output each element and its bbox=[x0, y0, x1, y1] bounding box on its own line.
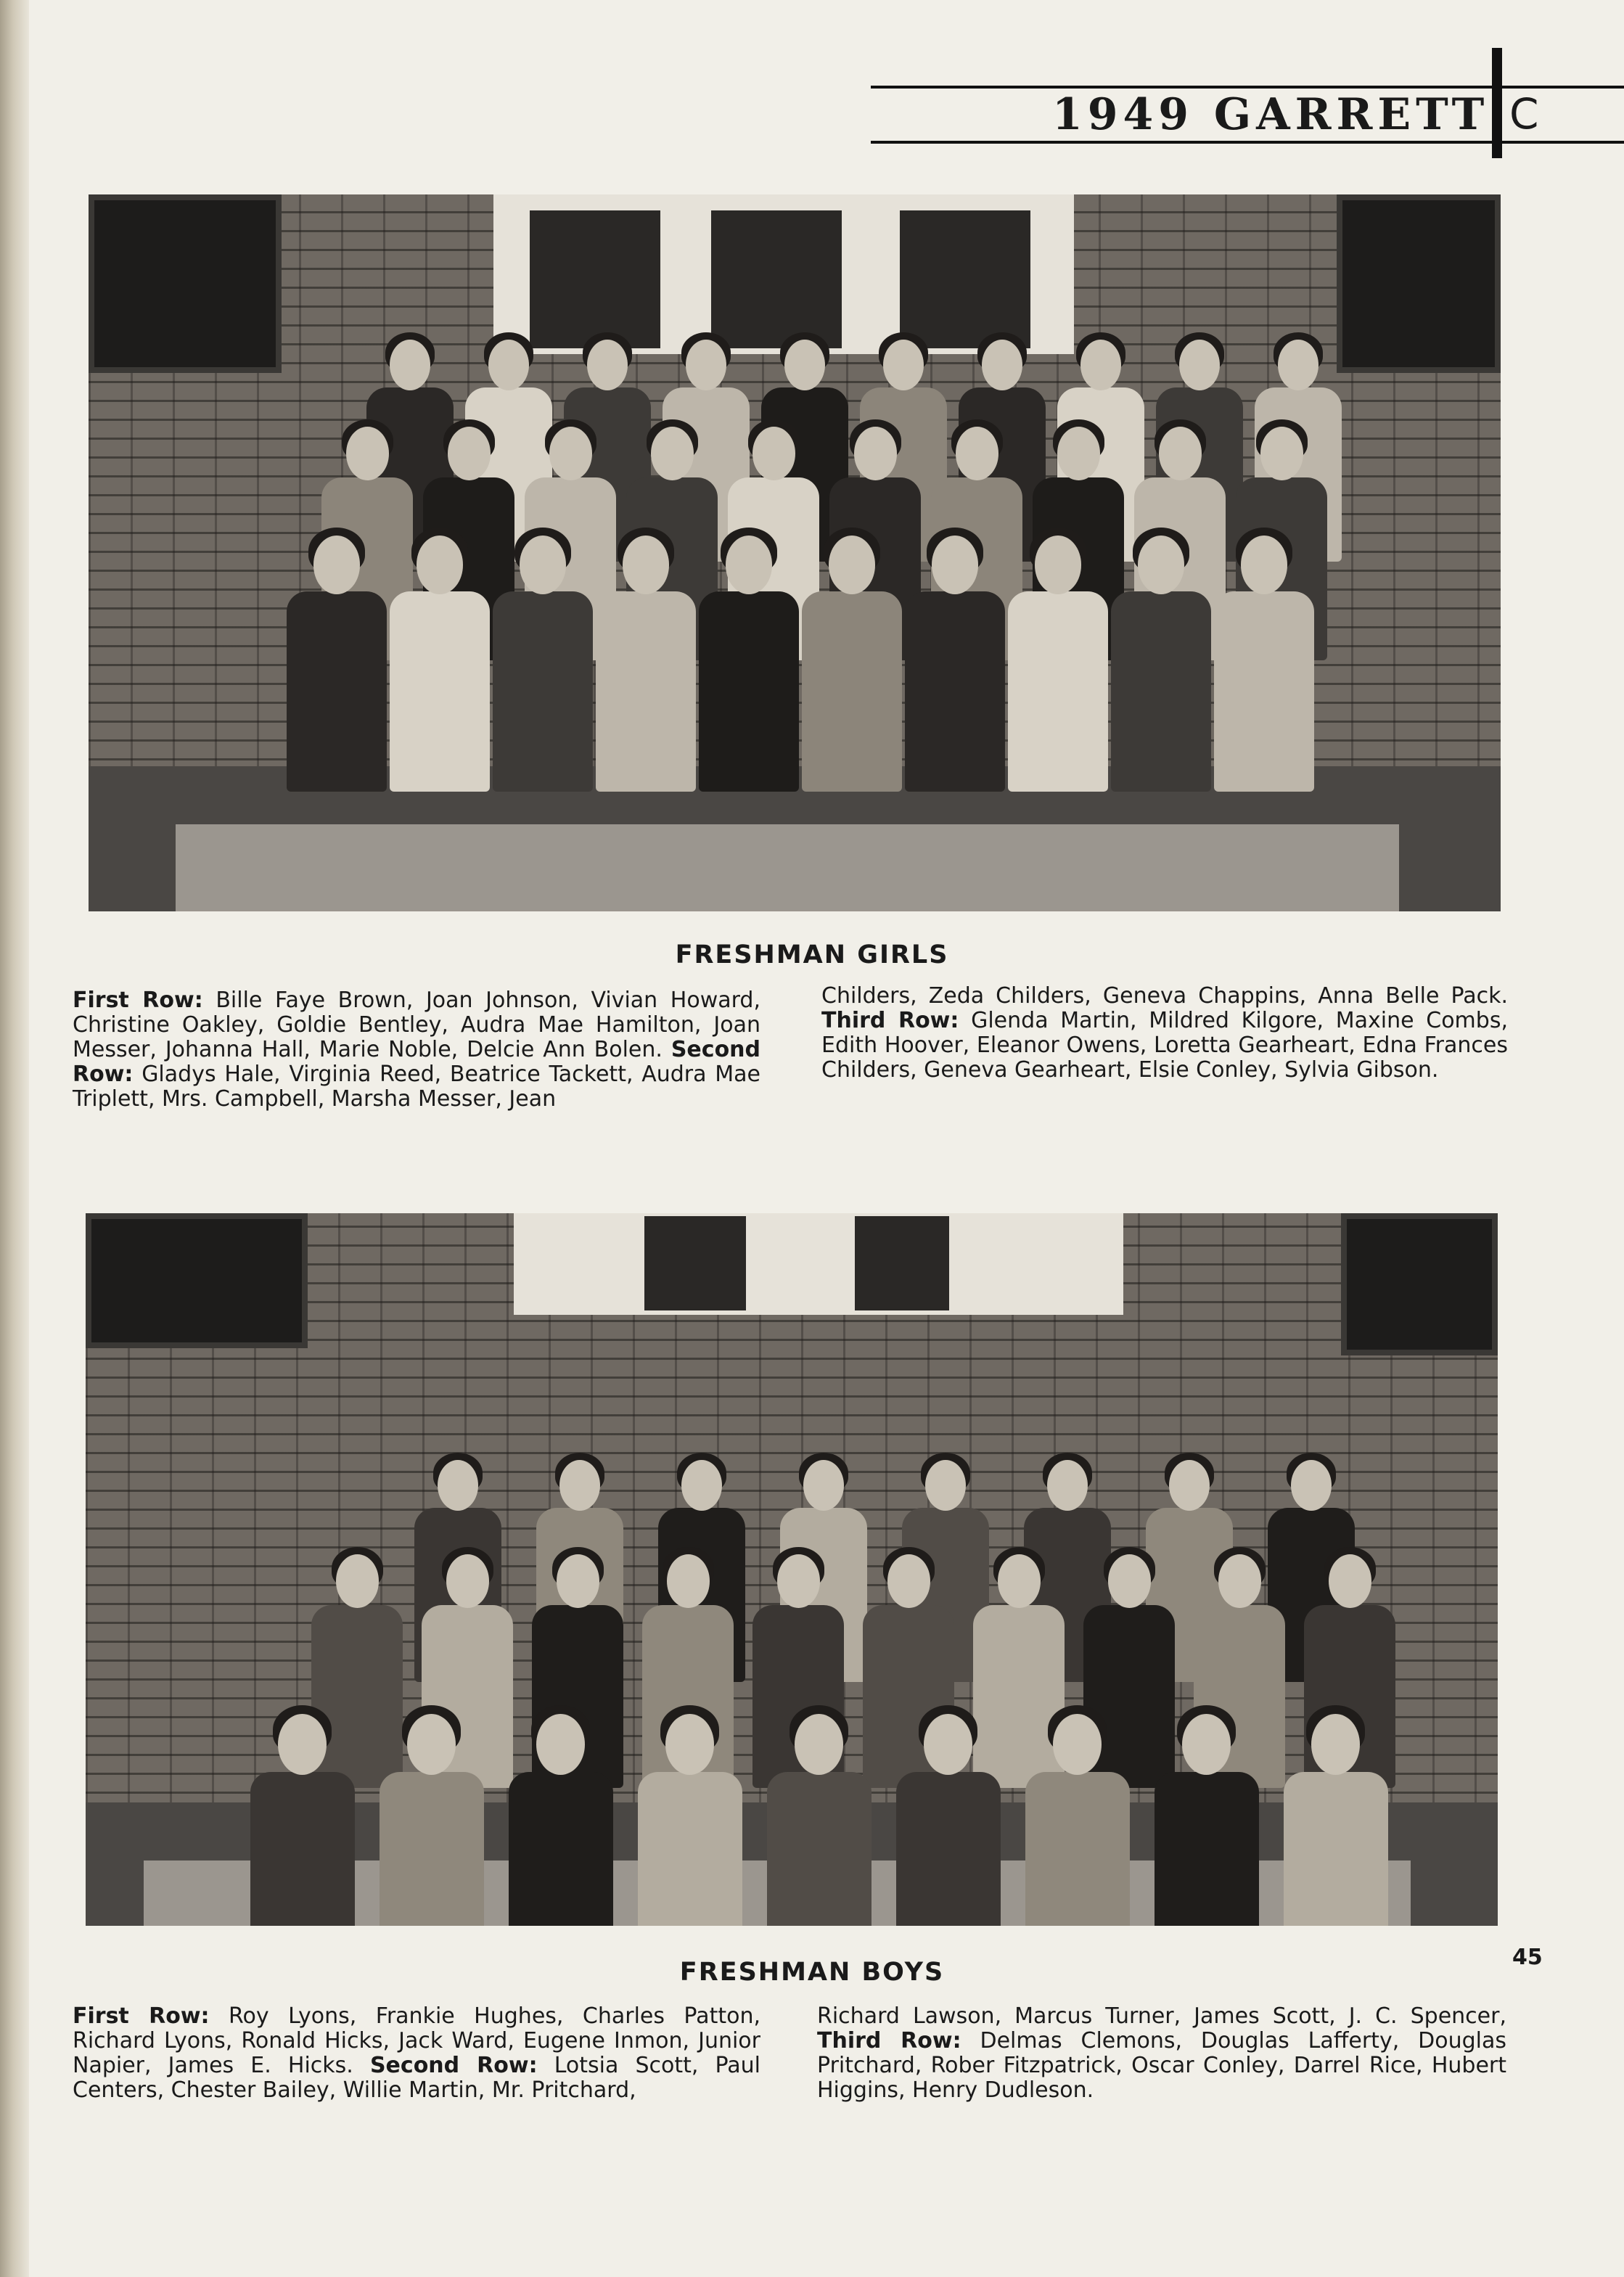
page-title: 1949 GARRETT bbox=[1052, 89, 1490, 140]
girls-third-row-names: Glenda Martin, Mildred Kilgore, Maxine Combs, Edith Hoover, Eleanor Owens, Loretta Gearheart, Edna Frances Childers, Geneva Gearheart, Elsie Conley, Sylvia Gibson. bbox=[821, 1008, 1508, 1083]
girls-caption-left bbox=[73, 988, 760, 1112]
photo-window-right bbox=[1337, 194, 1501, 373]
freshman-girls-photo bbox=[89, 194, 1501, 911]
boys-caption-left bbox=[73, 2004, 760, 2103]
boys-section-title: FRESHMAN BOYS bbox=[679, 1958, 945, 1987]
boys-second-row-names-part: Lotsia Scott, Paul Centers, Chester Bailey, Willie Martin, Mr. Pritchard, bbox=[73, 2053, 761, 2103]
girls-second-row-names-cont: Childers, Zeda Childers, Geneva Chappins, Anna Belle Pack. bbox=[821, 983, 1508, 1009]
girls-first-row-names: Bille Faye Brown, Joan Johnson, Vivian Howard, Christine Oakley, Goldie Bentley, Audra Mae Hamilton, Joan Messer, Johanna Hall, Marie Noble, Delcie Ann Bolen. bbox=[73, 988, 760, 1062]
photo-doorway bbox=[514, 1213, 1123, 1315]
girls-second-row-label: Second Row: bbox=[73, 1037, 761, 1087]
photo-window-right bbox=[1341, 1213, 1498, 1355]
girls-first-row-label: First Row: bbox=[73, 988, 203, 1013]
girls-caption-right bbox=[821, 984, 1508, 1083]
boys-third-row-names: Delmas Clemons, Douglas Lafferty, Douglas Pritchard, Rober Fitzpatrick, Oscar Conley, Darrel Rice, Hubert Higgins, Henry Dudleson. bbox=[817, 2028, 1506, 2103]
photo-window-left bbox=[86, 1213, 308, 1348]
boys-second-row-label: Second Row: bbox=[369, 2053, 538, 2078]
photo-window-left bbox=[89, 194, 282, 373]
girls-section-title: FRESHMAN GIRLS bbox=[675, 940, 949, 969]
photo-doorway bbox=[493, 194, 1074, 354]
freshman-boys-photo bbox=[86, 1213, 1498, 1926]
logo-bar bbox=[1492, 48, 1502, 158]
boys-second-row-names-cont: Richard Lawson, Marcus Turner, James Scott, J. C. Spencer, bbox=[817, 2003, 1506, 2029]
book-spine-shadow bbox=[0, 0, 29, 2277]
girls-second-row-names-part: Gladys Hale, Virginia Reed, Beatrice Tackett, Audra Mae Triplett, Mrs. Campbell, Marsha Messer, Jean bbox=[73, 1062, 760, 1112]
header-rule-bottom bbox=[871, 141, 1624, 144]
boys-caption-right bbox=[817, 2004, 1506, 2103]
boys-first-row-names: Roy Lyons, Frankie Hughes, Charles Patton, Richard Lyons, Ronald Hicks, Jack Ward, Eugene Inmon, Junior Napier, James E. Hicks. bbox=[73, 2003, 760, 2078]
boys-third-row-label: Third Row: bbox=[817, 2028, 961, 2054]
logo-letter-c: C bbox=[1509, 89, 1539, 139]
page-number: 45 bbox=[1512, 1945, 1543, 1970]
boys-first-row-label: First Row: bbox=[73, 2003, 210, 2029]
girls-third-row-label: Third Row: bbox=[821, 1008, 959, 1033]
